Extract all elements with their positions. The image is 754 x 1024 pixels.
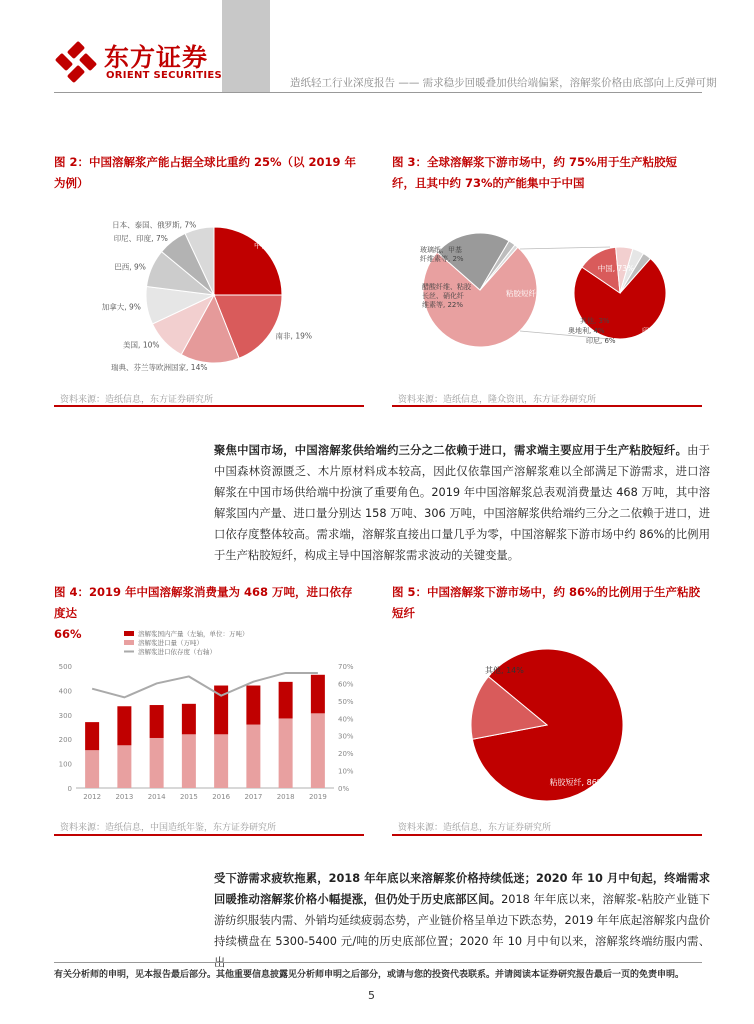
fig4-xtick-2014: 2014 bbox=[147, 793, 166, 801]
fig4-source: 资料来源：造纸信息，中国造纸年鉴，东方证券研究所 bbox=[60, 823, 277, 833]
fig3-title bbox=[392, 152, 702, 194]
fig4-xtick-2016: 2016 bbox=[212, 793, 231, 801]
fig3-source: 资料来源：造纸信息，隆众资讯，东方证券研究所 bbox=[398, 395, 597, 405]
fig4-xtick-2017: 2017 bbox=[244, 793, 263, 801]
fig5-title-line2: 短纤 bbox=[392, 606, 415, 620]
fig4-ytick-right-4: 40% bbox=[338, 715, 354, 724]
fig2-label-1: 南非, 19% bbox=[275, 331, 313, 341]
fig2-title-line1: 图 2：中国溶解浆产能占据全球比重约 25%（以 2019 年 bbox=[54, 155, 357, 169]
fig3-divider bbox=[392, 405, 702, 407]
fig3-label-other: 其他, 3% bbox=[580, 317, 610, 325]
fig5-divider bbox=[392, 834, 702, 836]
fig4-bar-domestic-2013 bbox=[117, 706, 131, 745]
fig2-label-5: 巴西, 9% bbox=[114, 262, 146, 272]
paragraph-1 bbox=[214, 440, 710, 566]
fig4-bar-import-2015 bbox=[182, 734, 196, 788]
fig3-title-line2: 纤，且其中约 73%的产能集中于中国 bbox=[392, 176, 585, 190]
fig3-label-acetate-1: 醋酸纤维、粘胶 bbox=[422, 283, 471, 291]
fig2-label-4: 加拿大, 9% bbox=[101, 302, 141, 312]
fig4-ytick-left-2: 200 bbox=[58, 736, 72, 745]
fig3-label-cellophane-1: 玻璃纸、甲基 bbox=[420, 246, 462, 254]
fig4-ytick-right-6: 60% bbox=[338, 680, 354, 689]
fig3-label-austria: 奥地利, 4% bbox=[568, 327, 605, 335]
fig2-pie-chart bbox=[54, 200, 364, 390]
fig3-label-indonesia: 印尼, 6% bbox=[586, 337, 616, 345]
fig4-title-line1: 图 4：2019 年中国溶解浆消费量为 468 万吨，进口依存度达 bbox=[54, 585, 353, 620]
header-divider bbox=[54, 92, 702, 93]
fig3-title-line1: 图 3：全球溶解浆下游市场中，约 75%用于生产粘胶短 bbox=[392, 155, 678, 169]
fig4-bar-import-2012 bbox=[85, 750, 99, 788]
logo-text-cn: 东方证券 bbox=[104, 43, 209, 72]
fig2-label-3: 美国, 10% bbox=[123, 340, 160, 350]
fig5-title bbox=[392, 582, 702, 624]
fig2-label-0: 中国, 25% bbox=[254, 241, 291, 250]
fig4-ytick-right-0: 0% bbox=[338, 785, 350, 793]
footer-divider bbox=[54, 962, 702, 963]
fig4-ytick-right-5: 50% bbox=[338, 697, 354, 706]
fig4-ytick-left-4: 400 bbox=[58, 687, 72, 696]
fig4-xtick-2015: 2015 bbox=[179, 793, 198, 801]
fig5-label-other: 其他, 14% bbox=[485, 666, 524, 675]
fig4-bar-domestic-2014 bbox=[150, 705, 164, 738]
fig5-title-line1: 图 5：中国溶解浆下游市场中，约 86%的比例用于生产粘胶 bbox=[392, 585, 701, 599]
paragraph-1-lead: 聚焦中国市场，中国溶解浆供给端约三分之二依赖于进口，需求端主要应用于生产粘胶短纤。 bbox=[214, 444, 688, 457]
fig4-bar-domestic-2012 bbox=[85, 722, 99, 750]
fig4-xtick-2013: 2013 bbox=[115, 793, 134, 801]
fig4-ytick-right-3: 30% bbox=[338, 732, 354, 741]
fig3-label-india: 印度, 14% bbox=[642, 327, 677, 335]
fig4-title-line2: 66% bbox=[54, 627, 82, 641]
fig4-ytick-left-1: 100 bbox=[58, 760, 72, 769]
fig4-bar-chart bbox=[54, 628, 364, 804]
footer-disclaimer: 有关分析师的申明，见本报告最后部分。其他重要信息披露见分析师申明之后部分，或请与您的投资代表联系。并请阅读本证券研究报告最后一页的免责申明。 bbox=[54, 970, 685, 980]
fig2-slice-0 bbox=[214, 227, 282, 295]
fig3-label-china: 中国, 73% bbox=[597, 264, 635, 273]
fig2-divider bbox=[54, 405, 364, 407]
fig4-legend-label-2: 溶解浆进口依存度（右轴） bbox=[138, 648, 216, 656]
header-decoration bbox=[222, 0, 270, 92]
fig5-label-viscose: 粘胶短纤, 86% bbox=[549, 778, 605, 787]
fig2-title-line2: 为例） bbox=[54, 176, 89, 190]
fig4-bar-domestic-2015 bbox=[182, 704, 196, 735]
report-title: 造纸轻工行业深度报告 —— 需求稳步回暖叠加供给端偏紧，溶解浆价格由底部向上反弹可期 bbox=[290, 77, 717, 89]
page-number: 5 bbox=[368, 989, 375, 1002]
fig4-bar-domestic-2018 bbox=[279, 682, 293, 719]
paragraph-2-lead: 受下游需求疲软拖累，2018 年年底以来溶解浆价格持续低迷；2020 年 10 月中旬起，终端需求回暖推动溶解浆价格小幅提涨，但仍处于历史底部区间。 bbox=[214, 872, 710, 906]
fig4-ytick-right-7: 70% bbox=[338, 663, 354, 671]
paragraph-2-body: 2018 年年底以来，溶解浆-粘胶产业链下游纺织服装内需、外销均延续疲弱态势，产业链价格呈单边下跌态势，2019 年年底起溶解浆内盘价持续横盘在 5300-5400 元/吨的历史底部位置；2020 年 10 月中旬以来，溶解浆终端纺服内需、出 bbox=[214, 893, 710, 969]
fig4-xtick-2019: 2019 bbox=[308, 793, 327, 801]
fig4-ytick-left-0: 0 bbox=[67, 785, 72, 793]
fig4-bar-import-2016 bbox=[214, 734, 228, 788]
fig4-ytick-right-2: 20% bbox=[338, 750, 354, 759]
fig3-label-viscose: 粘胶短纤, 75% bbox=[506, 289, 558, 298]
fig3-connector-top bbox=[520, 247, 610, 249]
fig2-source: 资料来源：造纸信息，东方证券研究所 bbox=[60, 395, 214, 405]
fig4-divider bbox=[54, 834, 364, 836]
fig4-bar-domestic-2017 bbox=[246, 686, 260, 725]
fig3-pie-chart bbox=[392, 205, 702, 390]
fig3-label-acetate-2: 长丝、硝化纤 bbox=[422, 292, 464, 300]
fig2-label-6: 印尼、印度, 7% bbox=[113, 234, 168, 244]
fig4-legend-label-1: 溶解浆进口量（万吨） bbox=[138, 639, 203, 647]
fig4-legend-swatch-1 bbox=[124, 640, 134, 645]
fig4-xtick-2018: 2018 bbox=[276, 793, 295, 801]
fig3-label-cellophane-2: 纤维素等, 2% bbox=[420, 255, 464, 263]
fig4-bar-import-2014 bbox=[150, 738, 164, 788]
fig3-label-acetate-3: 维素等, 22% bbox=[422, 301, 464, 309]
fig4-ytick-right-1: 10% bbox=[338, 767, 354, 776]
logo-icon bbox=[54, 40, 98, 84]
paragraph-1-body: 由于中国森林资源匮乏、木片原材料成本较高，因此仅依靠国产溶解浆难以全部满足下游需求，进口溶解浆在中国市场供给端中扮演了重要角色。2019 年中国溶解浆总表观消费量达 468 万吨，其中溶解浆国内产量、进口量分别达 158 万吨、306 万吨，中国溶解浆供给端约三分之二依赖于进口，进口依存度整体较高。需求端，溶解浆直接出口量几乎为零，中国溶解浆下游市场中约 86%的比例用于生产粘胶短纤，构成主导中国溶解浆需求波动的关键变量。 bbox=[214, 444, 710, 562]
fig5-source: 资料来源：造纸信息，东方证券研究所 bbox=[398, 823, 552, 833]
fig4-xtick-2012: 2012 bbox=[83, 793, 102, 801]
fig4-bar-import-2018 bbox=[279, 718, 293, 788]
fig5-pie-chart bbox=[392, 640, 702, 815]
fig2-label-2: 瑞典、芬兰等欧洲国家, 14% bbox=[111, 362, 208, 372]
fig4-bar-import-2017 bbox=[246, 725, 260, 788]
fig4-legend-label-0: 溶解浆国内产量（左轴，单位：万吨） bbox=[138, 630, 249, 638]
logo-text-en: ORIENT SECURITIES bbox=[106, 70, 223, 81]
fig4-bar-import-2013 bbox=[117, 745, 131, 788]
fig2-title bbox=[54, 152, 364, 194]
fig2-label-7: 日本、泰国、俄罗斯, 7% bbox=[112, 220, 197, 230]
fig4-ytick-left-3: 300 bbox=[58, 711, 72, 720]
fig4-bar-domestic-2019 bbox=[311, 675, 325, 714]
fig4-bar-import-2019 bbox=[311, 713, 325, 788]
fig4-legend-swatch-0 bbox=[124, 631, 134, 636]
paragraph-2 bbox=[214, 868, 710, 969]
fig4-ytick-left-5: 500 bbox=[58, 663, 72, 671]
